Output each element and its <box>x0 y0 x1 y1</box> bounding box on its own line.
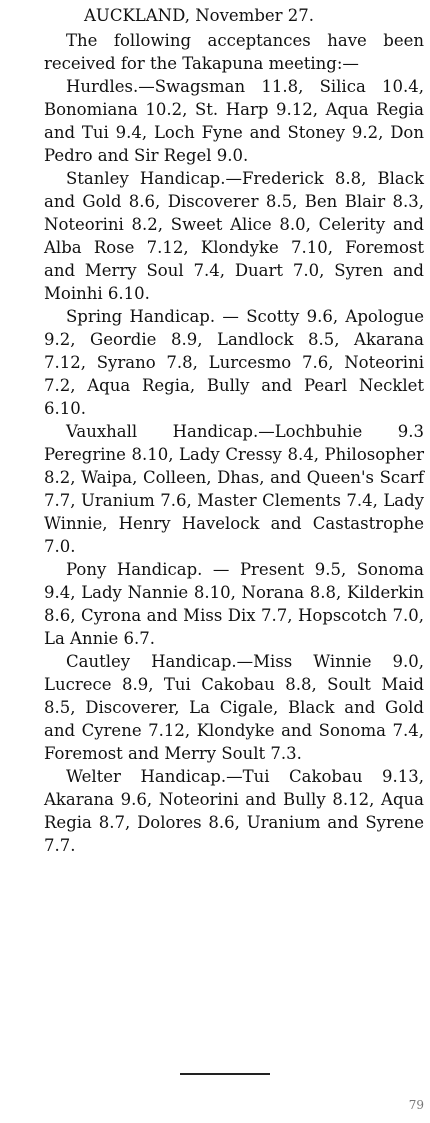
dateline: AUCKLAND, November 27. <box>84 6 315 25</box>
closing-rule <box>180 1073 270 1075</box>
hurdles-acceptances: Hurdles.—Swagsman 11.8, Silica 10.4, Bonomiana 10.2, St. Harp 9.12, Aqua Regia and Tui 9.4, Loch Fyne and Stoney 9.2, Don Pedro and Sir Regel 9.0. <box>44 77 424 165</box>
cautley-handicap-acceptances: Cautley Handicap.—Miss Winnie 9.0, Lucrece 8.9, Tui Cakobau 8.8, Soult Maid 8.5, Discoverer, La Cigale, Black and Gold and Cyrene 7.12, Klondyke and Sonoma 7.4, Foremost and Merry Soult 7.3. <box>44 652 424 763</box>
spring-handicap-acceptances: Spring Handicap. — Scotty 9.6, Apologue 9.2, Geordie 8.9, Landlock 8.5, Akarana 7.12, Syrano 7.8, Lurcesmo 7.6, Noteorini 7.2, Aqua Regia, Bully and Pearl Necklet 6.10. <box>44 307 424 418</box>
welter-handicap-acceptances: Welter Handicap.—Tui Cakobau 9.13, Akarana 9.6, Noteorini and Bully 8.12, Aqua Regia 8.7, Dolores 8.6, Uranium and Syrene 7.7. <box>44 767 424 855</box>
intro-paragraph: The following acceptances have been received for the Takapuna meeting:— <box>44 31 424 73</box>
page-number: 79 <box>408 1098 424 1112</box>
stanley-handicap-acceptances: Stanley Handicap.—Frederick 8.8, Black and Gold 8.6, Discoverer 8.5, Ben Blair 8.3, Noteorini 8.2, Sweet Alice 8.0, Celerity and Alba Rose 7.12, Klondyke 7.10, Foremost and Merry Soul 7.4, Duart 7.0, Syren and Moinhi 6.10. <box>44 169 424 303</box>
pony-handicap-acceptances: Pony Handicap. — Present 9.5, Sonoma 9.4, Lady Nannie 8.10, Norana 8.8, Kilderkin 8.6, Cyrona and Miss Dix 7.7, Hopscotch 7.0, La Annie 6.7. <box>44 560 424 648</box>
vauxhall-handicap-acceptances: Vauxhall Handicap.—Lochbuhie 9.3 Peregrine 8.10, Lady Cressy 8.4, Philosopher 8.2, Waipa, Colleen, Dhas, and Queen's Scarf 7.7, Uranium 7.6, Master Clements 7.4, Lady Winnie, Henry Havelock and Castastrophe 7.0. <box>44 422 424 556</box>
news-column <box>44 4 424 857</box>
